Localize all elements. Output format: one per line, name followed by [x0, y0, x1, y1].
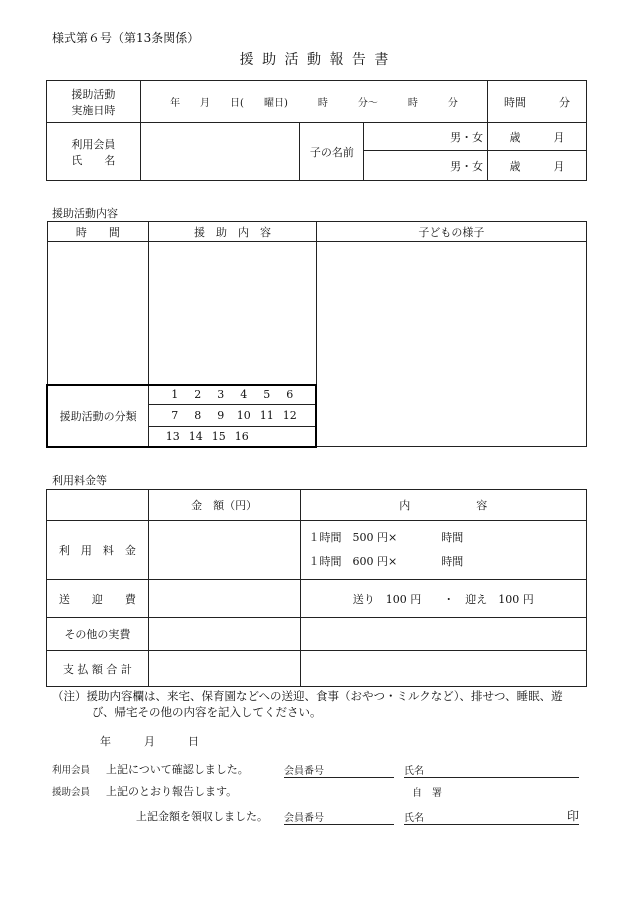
col-details-header: 内 容 [300, 490, 587, 521]
date-time-labels: 年 月 日( 曜日) 時 分〜 時 分 [170, 98, 458, 109]
member-label-line2: 氏 名 [71, 153, 116, 167]
helper-report-text: 上記のとおり報告します。 [106, 785, 238, 798]
seal-mark: 印 [566, 809, 579, 823]
child1-age-label: 歳 月 [509, 130, 565, 144]
class-6[interactable]: 6 [286, 388, 294, 402]
class-5[interactable]: 5 [263, 388, 271, 402]
hours-label: 時間 分 [504, 95, 571, 109]
usage-line-500: １時間 500 円× 時間 [308, 531, 464, 544]
class-7[interactable]: 7 [171, 409, 179, 422]
child1-gender[interactable] [364, 123, 488, 151]
fees-section-title: 利用料金等 [52, 474, 107, 487]
report-date: 年 月 日 [100, 735, 199, 748]
helper-member-no-field[interactable] [284, 809, 394, 825]
helper-member-label: 援助会員 [52, 787, 91, 798]
child-name-label: 子の名前 [300, 123, 364, 181]
member-label-cell [47, 123, 141, 181]
transport-fee-amount[interactable] [148, 580, 300, 618]
child-state-entry-area[interactable] [316, 242, 586, 447]
child1-age[interactable] [488, 123, 587, 151]
fees-table [46, 489, 587, 687]
user-member-label: 利用会員 [52, 765, 91, 776]
classification-row-3[interactable] [149, 427, 317, 447]
other-expense-details[interactable] [300, 618, 587, 651]
member-label-line1: 利用会員 [71, 137, 116, 151]
child2-age-label: 歳 月 [509, 159, 565, 173]
user-confirm-text: 上記について確認しました。 [106, 763, 249, 776]
transport-fee-label: 送 迎 費 [47, 580, 149, 618]
content-entry-area[interactable] [149, 242, 317, 385]
total-details[interactable] [300, 651, 587, 687]
note-line-1: （注）援助内容欄は、来宅、保育園などへの送迎、食事（おやつ・ミルクなど）、排せつ、睡眠、遊 [52, 689, 563, 703]
usage-fee-details[interactable] [300, 521, 587, 580]
helper-name-label: 氏名 [404, 813, 424, 824]
classification-row-2[interactable] [149, 405, 317, 427]
helper-name-field[interactable] [404, 809, 579, 825]
class-10[interactable]: 10 [236, 409, 251, 422]
user-member-no-field[interactable] [284, 762, 394, 778]
classification-label: 援助活動の分類 [47, 385, 149, 447]
date-label-line1: 援助活動 [71, 87, 116, 101]
time-entry-area[interactable] [47, 242, 149, 385]
document-title: 援 助 活 動 報 告 書 [239, 52, 391, 68]
fees-corner [47, 490, 149, 521]
helper-member-no-label: 会員番号 [284, 813, 324, 824]
hours-field[interactable] [488, 81, 587, 123]
class-2[interactable]: 2 [194, 388, 202, 402]
user-member-no-label: 会員番号 [284, 766, 324, 777]
date-label-cell [47, 81, 141, 123]
activity-section-title: 援助活動内容 [52, 207, 118, 220]
total-amount[interactable] [148, 651, 300, 687]
col-child-header: 子どもの様子 [316, 222, 586, 242]
usage-line-600: １時間 600 円× 時間 [308, 555, 464, 568]
form-number: 様式第６号（第13条関係） [52, 31, 200, 45]
child2-gender-label: 男・女 [450, 159, 484, 173]
transport-fee-details: 送り 100 円 ・ 迎え 100 円 [300, 580, 587, 618]
child2-gender[interactable] [364, 151, 488, 181]
classification-row-1[interactable] [149, 385, 317, 405]
note-line-2: び、帰宅その他の内容を記入してください。 [92, 705, 322, 719]
col-amount-header: 金 額（円） [148, 490, 300, 521]
class-11[interactable]: 11 [259, 409, 274, 422]
class-9[interactable]: 9 [217, 409, 225, 422]
class-12[interactable]: 12 [282, 409, 297, 422]
class-16[interactable]: 16 [234, 429, 249, 443]
class-4[interactable]: 4 [240, 388, 248, 402]
class-14[interactable]: 14 [188, 429, 203, 443]
member-name-field[interactable] [140, 123, 300, 181]
other-expense-amount[interactable] [148, 618, 300, 651]
received-text: 上記金額を領収しました。 [136, 810, 268, 823]
usage-fee-label: 利 用 料 金 [47, 521, 149, 580]
child1-gender-label: 男・女 [450, 130, 484, 144]
class-3[interactable]: 3 [217, 388, 225, 402]
class-1[interactable]: 1 [171, 388, 179, 402]
date-label-line2: 実施日時 [71, 103, 116, 117]
other-expense-label: その他の実費 [47, 618, 149, 651]
usage-fee-amount[interactable] [148, 521, 300, 580]
class-13[interactable]: 13 [165, 429, 180, 443]
date-time-field[interactable] [140, 81, 487, 123]
col-content-header: 援 助 内 容 [149, 222, 317, 242]
activity-table [46, 221, 587, 448]
note [52, 688, 592, 720]
user-name-field[interactable] [404, 762, 579, 778]
user-name-label: 氏名 [404, 766, 424, 777]
total-label: 支 払 額 合 計 [47, 651, 149, 687]
child2-age[interactable] [488, 151, 587, 181]
self-signature-label: 自 署 [412, 788, 442, 799]
col-time-header: 時 間 [47, 222, 149, 242]
class-15[interactable]: 15 [211, 429, 226, 443]
basic-info-table [46, 80, 587, 181]
class-8[interactable]: 8 [194, 409, 202, 422]
